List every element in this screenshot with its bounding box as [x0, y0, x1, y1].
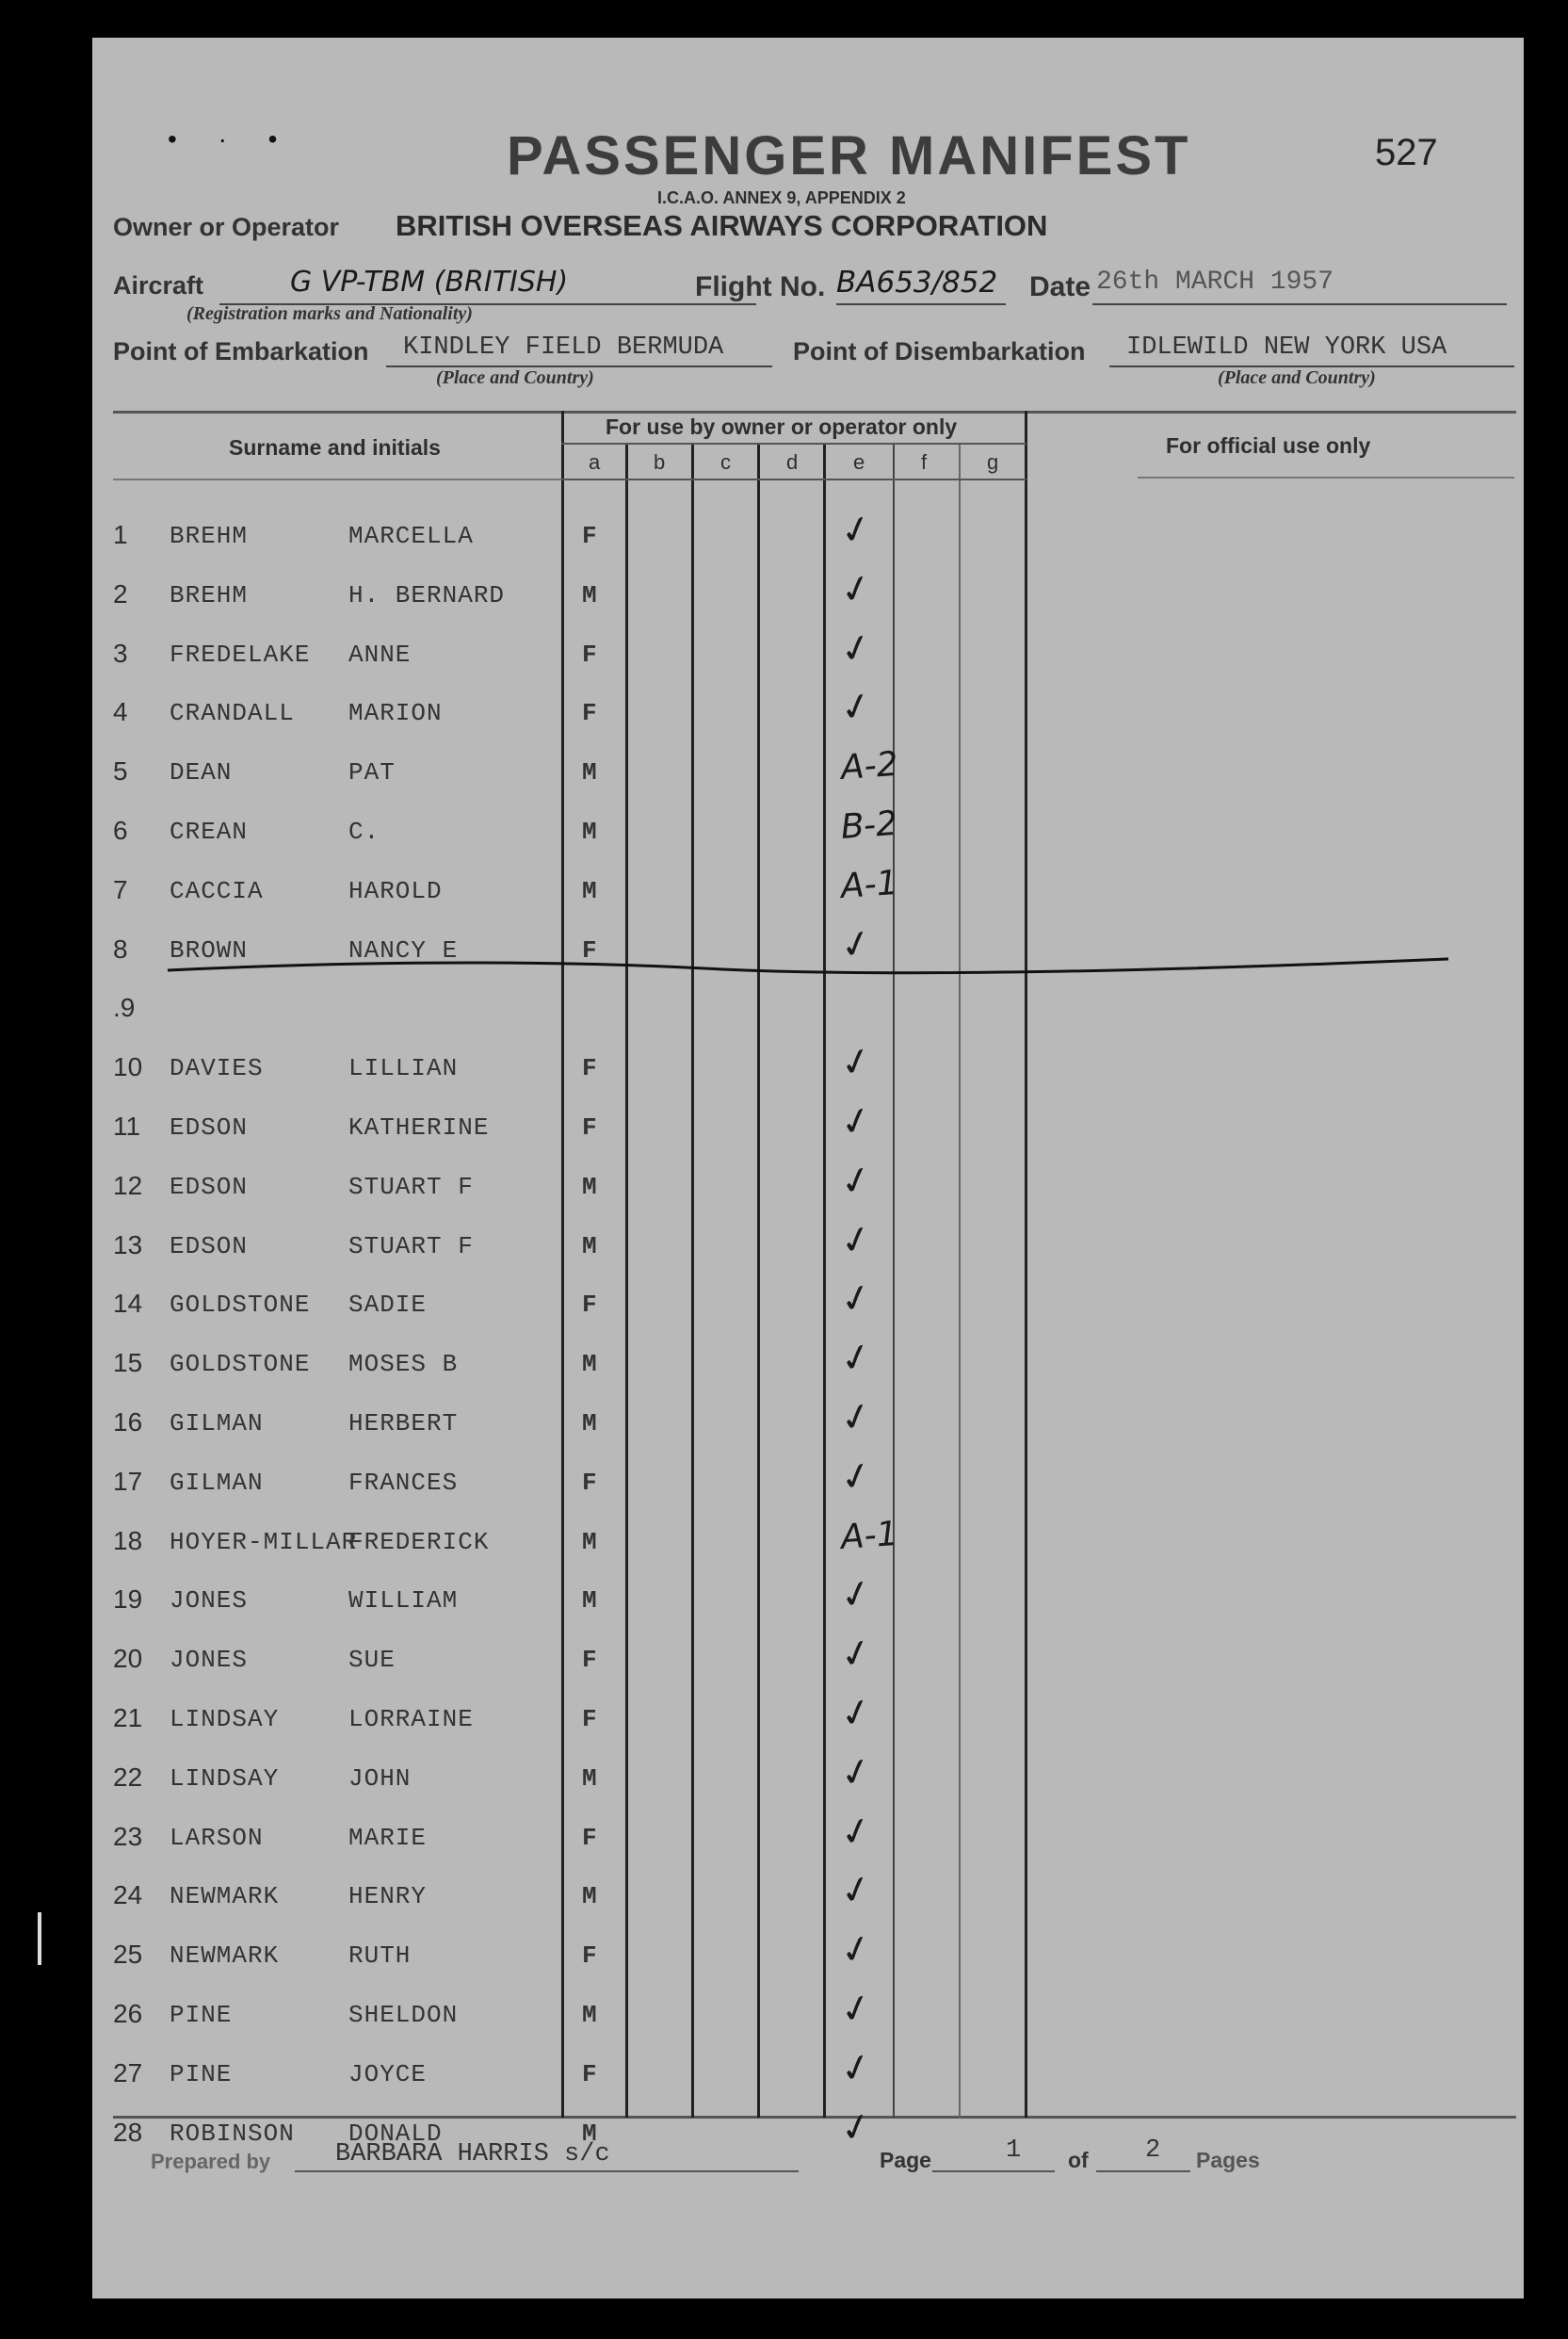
check-mark: B-2 [839, 804, 899, 847]
column-b: b [654, 450, 666, 474]
table-row [92, 1569, 1524, 1632]
row-number: 16 [113, 1407, 143, 1437]
sex: F [582, 640, 597, 669]
total-pages-value: 2 [1145, 2136, 1161, 2165]
given-name: RUTH [348, 1941, 412, 1971]
surname: BREHM [170, 522, 249, 550]
sex: M [582, 1527, 597, 1556]
check-mark: ✓ [835, 1392, 878, 1443]
row-number: 25 [113, 1940, 143, 1970]
check-mark: ✓ [835, 1274, 878, 1324]
check-mark: ✓ [835, 682, 878, 733]
embarkation-label: Point of Embarkation [113, 337, 369, 365]
given-name: FREDERICK [348, 1527, 490, 1556]
check-mark: A-1 [839, 1514, 899, 1557]
sex: M [582, 1882, 597, 1911]
check-mark: ✓ [835, 1452, 878, 1502]
table-row [92, 1747, 1524, 1810]
surname: BREHM [170, 580, 249, 609]
check-mark: ✓ [835, 1215, 878, 1265]
sex: M [582, 580, 597, 609]
given-name: SUE [348, 1646, 396, 1675]
given-name: SADIE [348, 1291, 428, 1320]
surname: EDSON [170, 1231, 249, 1260]
row-number: .9 [113, 993, 136, 1023]
given-name: SHELDON [348, 2001, 459, 2029]
of-label: of [1068, 2148, 1089, 2172]
check-mark: ✓ [835, 1747, 878, 1798]
given-name: C. [348, 818, 380, 846]
column-e: e [853, 450, 865, 474]
table-row [92, 624, 1524, 686]
page-label: Page [880, 2148, 931, 2172]
sex: F [582, 1823, 597, 1852]
embarkation-value: KINDLEY FIELD BERMUDA [403, 333, 724, 362]
manifest-subtitle: I.C.A.O. ANNEX 9, APPENDIX 2 [657, 188, 906, 207]
table-row [92, 1333, 1524, 1395]
table-row [92, 1215, 1524, 1277]
given-name: JOYCE [348, 2059, 428, 2088]
given-name: DONALD [348, 2119, 443, 2148]
surname-header: Surname and initials [229, 435, 441, 460]
owner-value: BRITISH OVERSEAS AIRWAYS CORPORATION [396, 209, 1048, 242]
given-name: ANNE [348, 640, 412, 669]
owner-use-header: For use by owner or operator only [606, 414, 958, 439]
check-mark: ✓ [835, 624, 878, 674]
check-mark: ✓ [835, 1688, 878, 1739]
table-row [92, 1156, 1524, 1218]
row-number: 12 [113, 1170, 143, 1200]
row-number: 1 [113, 520, 128, 549]
surname: GOLDSTONE [170, 1350, 311, 1379]
sex: M [582, 2001, 597, 2029]
table-row [92, 1984, 1524, 2046]
check-mark: ✓ [835, 1984, 878, 2035]
surname: GOLDSTONE [170, 1291, 311, 1320]
surname: ROBINSON [170, 2119, 295, 2148]
sex: M [582, 1231, 597, 1260]
row-number: 20 [113, 1644, 143, 1674]
check-mark: ✓ [835, 2043, 878, 2094]
given-name: JOHN [348, 1763, 412, 1793]
row-number: 13 [113, 1229, 143, 1259]
sex: F [582, 1054, 597, 1083]
surname: EDSON [170, 1172, 249, 1201]
edge-mark [38, 1912, 41, 1965]
sex: M [582, 1586, 597, 1616]
prepared-by-value: BARBARA HARRIS s/c [335, 2140, 610, 2168]
given-name: WILLIAM [348, 1586, 459, 1616]
row-number: 21 [113, 1703, 143, 1732]
row-number: 10 [113, 1052, 143, 1082]
row-number: 28 [113, 2117, 143, 2147]
disembarkation-note: (Place and Country) [1218, 367, 1376, 388]
check-mark: ✓ [835, 1037, 878, 1088]
check-mark: ✓ [835, 1807, 878, 1857]
surname: GILMAN [170, 1468, 264, 1497]
table-row [92, 1807, 1524, 1869]
row-number: 26 [113, 1999, 143, 2028]
row-number: 18 [113, 1525, 143, 1555]
sex: F [582, 699, 597, 728]
table-row [92, 564, 1524, 626]
row-number: 5 [113, 756, 128, 787]
column-g: g [987, 450, 999, 474]
check-mark: ✓ [835, 1925, 878, 1975]
surname: EDSON [170, 1113, 249, 1142]
given-name: HERBERT [348, 1409, 459, 1438]
row-number: 17 [113, 1466, 143, 1496]
table-row [92, 1392, 1524, 1454]
date-value: 26th MARCH 1957 [1096, 268, 1334, 297]
check-mark: ✓ [835, 1865, 878, 1916]
manifest-page [92, 38, 1524, 2298]
given-name: KATHERINE [348, 1113, 490, 1142]
aircraft-value: G VP-TBM (BRITISH) [290, 266, 569, 299]
owner-label: Owner or Operator [113, 213, 340, 241]
column-f: f [921, 450, 928, 474]
sex: M [582, 2119, 597, 2148]
sex: M [582, 1763, 597, 1793]
surname: CREAN [170, 818, 249, 846]
row-number: 23 [113, 1821, 143, 1851]
sex: F [582, 935, 597, 965]
sex: F [582, 2059, 597, 2088]
surname: NEWMARK [170, 1882, 280, 1911]
row-number: 14 [113, 1289, 143, 1319]
table-row [92, 864, 1524, 922]
surname: GILMAN [170, 1409, 264, 1438]
table-row [92, 1515, 1524, 1573]
given-name: MARIE [348, 1823, 428, 1852]
surname: CRANDALL [170, 699, 295, 728]
row-number: 11 [113, 1112, 141, 1141]
given-name: MOSES B [348, 1350, 459, 1379]
surname: NEWMARK [170, 1941, 280, 1971]
flight-no-value: BA653/852 [836, 266, 998, 300]
table-row [92, 1629, 1524, 1691]
table-row [92, 2103, 1524, 2165]
given-name: LILLIAN [348, 1054, 459, 1083]
sex: M [582, 1350, 597, 1379]
given-name: STUART F [348, 1231, 474, 1260]
column-a: a [589, 450, 601, 474]
surname: LINDSAY [170, 1705, 280, 1733]
disembarkation-label: Point of Disembarkation [793, 337, 1086, 365]
check-mark: ✓ [835, 1629, 878, 1680]
surname: LINDSAY [170, 1763, 280, 1793]
table-row [92, 1688, 1524, 1750]
given-name: PAT [348, 758, 396, 788]
row-number: 27 [113, 2057, 143, 2087]
page-value: 1 [1006, 2136, 1022, 2165]
table-row [92, 2043, 1524, 2105]
row-number: 15 [113, 1348, 143, 1378]
sex: F [582, 1646, 597, 1675]
row-number: 4 [113, 697, 128, 727]
sex: F [582, 1941, 597, 1971]
given-name: FRANCES [348, 1468, 459, 1497]
row-number: 6 [113, 816, 128, 845]
embarkation-note: (Place and Country) [436, 367, 594, 388]
given-name: HENRY [348, 1882, 428, 1911]
table-row [92, 745, 1524, 804]
given-name: MARION [348, 699, 443, 728]
check-mark: ✓ [835, 2103, 878, 2152]
table-row [92, 1096, 1524, 1159]
table-row [92, 682, 1524, 744]
surname: DEAN [170, 758, 233, 788]
disembarkation-value: IDLEWILD NEW YORK USA [1126, 333, 1447, 362]
row-number: 8 [113, 934, 128, 964]
surname: LARSON [170, 1823, 264, 1852]
surname: DAVIES [170, 1054, 264, 1083]
column-c: c [720, 450, 731, 474]
sex: M [582, 1409, 597, 1438]
surname: CACCIA [170, 876, 264, 905]
flight-no-label: Flight No. [695, 271, 826, 302]
surname: JONES [170, 1586, 249, 1616]
sex: M [582, 876, 597, 905]
page-number: 527 [1375, 132, 1438, 173]
check-mark: ✓ [835, 919, 878, 969]
row-number: 2 [113, 578, 128, 609]
column-d: d [786, 450, 799, 474]
check-mark: A-1 [839, 863, 899, 906]
date-label: Date [1029, 271, 1091, 302]
aircraft-label: Aircraft [113, 271, 204, 300]
surname: BROWN [170, 935, 249, 965]
check-mark: ✓ [835, 1156, 878, 1207]
surname: HOYER-MILLAR [170, 1527, 358, 1556]
given-name: LORRAINE [348, 1705, 474, 1733]
row-number: 3 [113, 638, 128, 668]
sex: M [582, 818, 597, 846]
row-number: 19 [113, 1584, 143, 1615]
table-row [92, 1274, 1524, 1336]
sex: M [582, 758, 597, 788]
manifest-title: PASSENGER MANIFEST [507, 125, 1191, 187]
row-number: 24 [113, 1880, 143, 1910]
table-row [92, 1925, 1524, 1987]
pages-label: Pages [1196, 2148, 1260, 2172]
given-name: HAROLD [348, 876, 443, 905]
sex: F [582, 1468, 597, 1497]
given-name: STUART F [348, 1172, 474, 1201]
table-row [92, 1452, 1524, 1514]
check-mark: ✓ [835, 1333, 878, 1384]
prepared-by-label: Prepared by [151, 2150, 271, 2173]
table-row [92, 804, 1524, 863]
row-number: 22 [113, 1762, 143, 1792]
given-name: NANCY E [348, 935, 459, 965]
check-mark: ✓ [835, 564, 878, 615]
official-use-header: For official use only [1166, 433, 1371, 458]
check-mark: ✓ [835, 1096, 878, 1147]
sex: F [582, 1705, 597, 1733]
registration-note: (Registration marks and Nationality) [186, 303, 473, 324]
sex: F [582, 1291, 597, 1320]
check-mark: ✓ [835, 1569, 878, 1620]
sex: M [582, 1172, 597, 1201]
given-name: MARCELLA [348, 522, 474, 550]
surname: FREDELAKE [170, 640, 311, 669]
strike-line [92, 942, 1524, 999]
surname: PINE [170, 2001, 233, 2029]
surname: JONES [170, 1646, 249, 1675]
check-mark: A-2 [839, 745, 899, 788]
surname: PINE [170, 2059, 233, 2088]
row-number: 7 [113, 874, 128, 904]
given-name: H. BERNARD [348, 580, 506, 609]
table-row [92, 505, 1524, 567]
sex: F [582, 522, 597, 550]
check-mark: ✓ [835, 505, 878, 556]
corner-dots: • · • [168, 124, 295, 154]
table-row [92, 1037, 1524, 1099]
sex: F [582, 1113, 597, 1142]
table-row [92, 1865, 1524, 1927]
